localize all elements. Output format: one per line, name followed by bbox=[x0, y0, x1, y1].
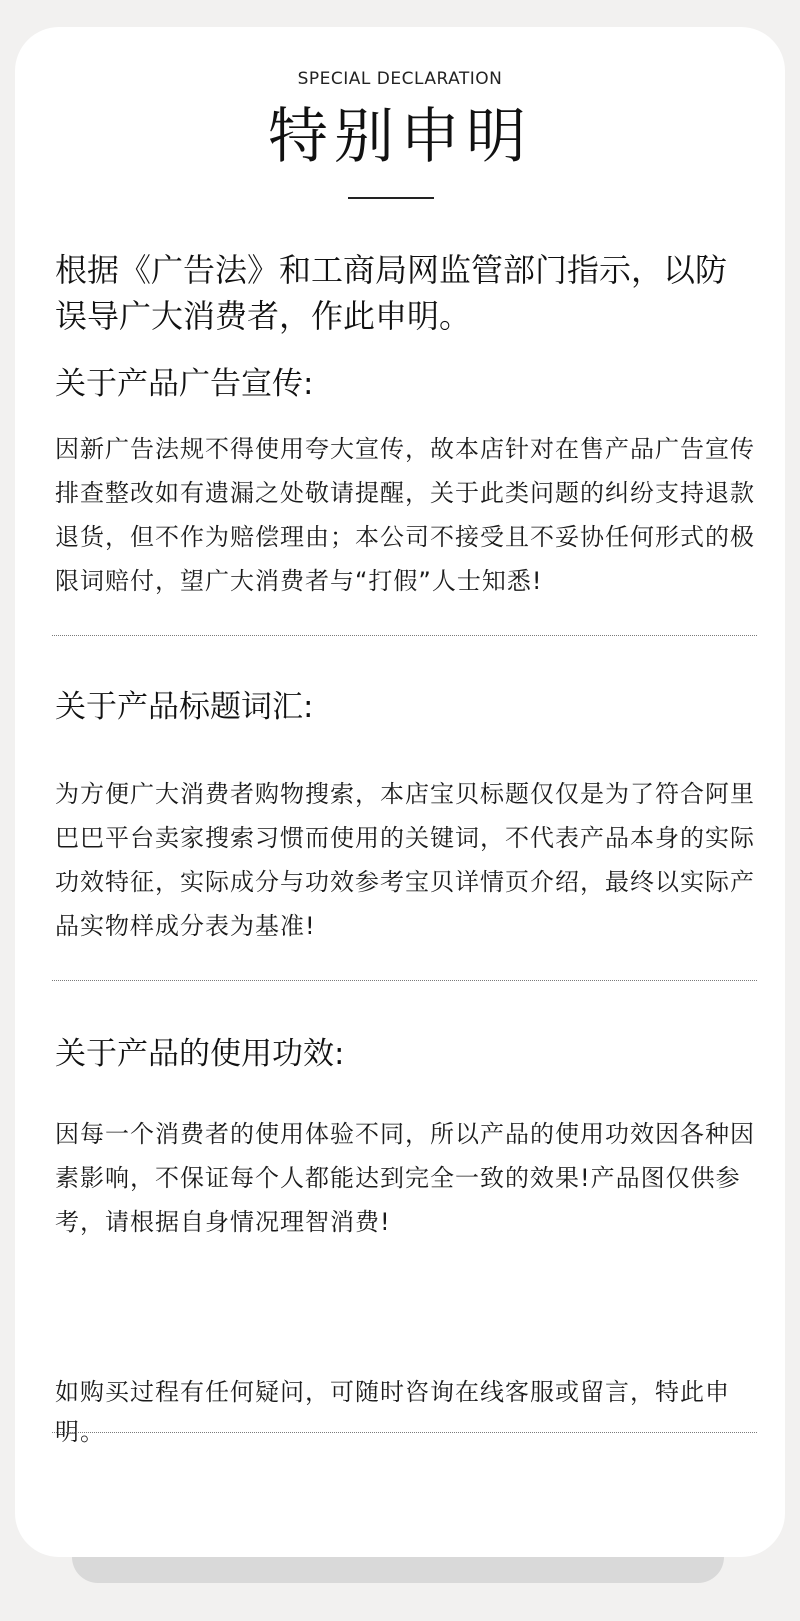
section-heading-advertising: 关于产品广告宣传: bbox=[55, 366, 314, 402]
intro-paragraph: 根据《广告法》和工商局网监管部门指示，以防误导广大消费者，作此申明。 bbox=[55, 251, 728, 335]
section-body-advertising: 因新广告法规不得使用夸大宣传，故本店针对在售产品广告宣传排查整改如有遗漏之处敬请提醒，关于此类问题的纠纷支持退款退货，但不作为赔偿理由；本公司不接受且不妥协任何形式的极限词赔付，望广大消费者与“打假”人士知悉! bbox=[55, 435, 755, 595]
section-body-efficacy: 因每一个消费者的使用体验不同，所以产品的使用功效因各种因素影响，不保证每个人都能达到完全一致的效果!产品图仅供参考，请根据自身情况理智消费! bbox=[55, 1120, 755, 1236]
section-heading-efficacy: 关于产品的使用功效: bbox=[55, 1036, 345, 1072]
title-underline bbox=[348, 197, 434, 199]
footer-note: 如购买过程有任何疑问，可随时咨询在线客服或留言，特此申明。 bbox=[55, 1378, 730, 1446]
declaration-card bbox=[15, 27, 785, 1557]
page-subtitle: SPECIAL DECLARATION bbox=[297, 69, 503, 89]
divider-1 bbox=[52, 635, 757, 636]
divider-3 bbox=[52, 1432, 757, 1433]
page-title: 特别申明 bbox=[268, 102, 532, 172]
section-heading-title-terms: 关于产品标题词汇: bbox=[55, 689, 314, 725]
divider-2 bbox=[52, 980, 757, 981]
section-body-title-terms: 为方便广大消费者购物搜索，本店宝贝标题仅仅是为了符合阿里巴巴平台卖家搜索习惯而使用的关键词，不代表产品本身的实际功效特征，实际成分与功效参考宝贝详情页介绍，最终以实际产品实物样成分表为基准! bbox=[55, 780, 755, 940]
